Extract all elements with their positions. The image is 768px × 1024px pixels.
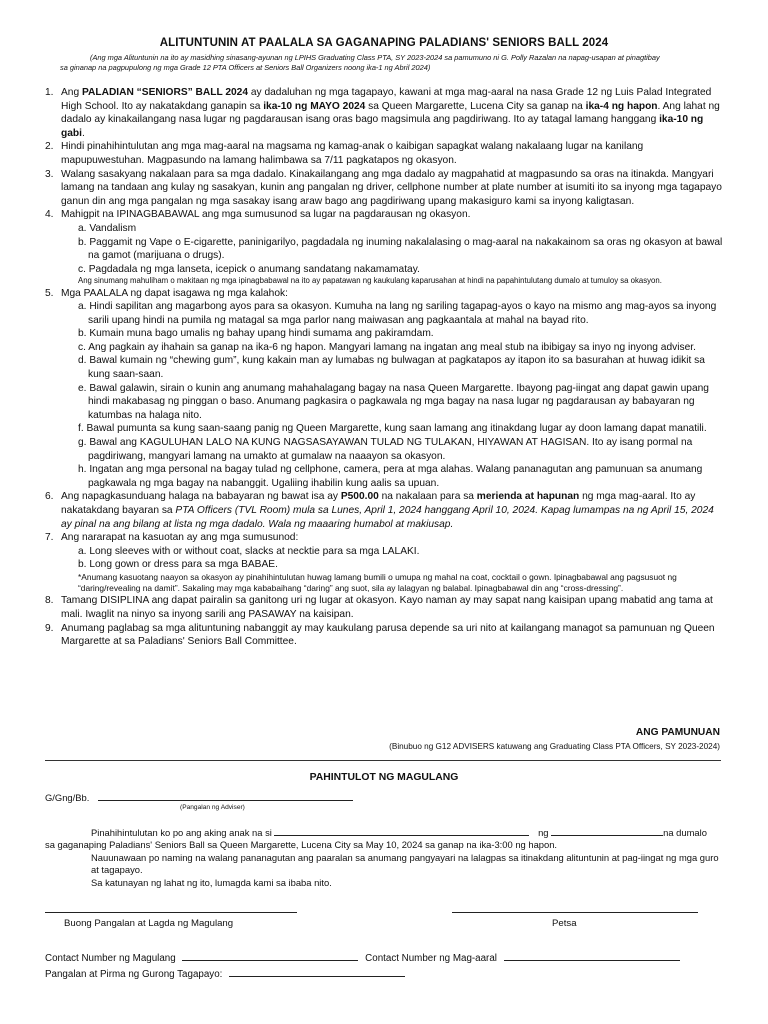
student-contact-label: Contact Number ng Mag-aaral (365, 953, 497, 964)
rule-4-note: Ang sinumang mahuliham o makitaan ng mga ipinagbabawal na ito ay papatawan ng kaukulang kaparusahan at hindi na papahintulutang dumalo at tumuloy sa okasyon. (78, 276, 662, 286)
form-title: PAHINTULOT NG MAGULANG (309, 772, 459, 783)
rule-8 (45, 594, 725, 621)
event-date: ika-10 ng MAYO 2024 (263, 100, 366, 112)
rule-7 (45, 531, 725, 594)
rule-7-b: b. Long gown or dress para sa mga BABAE. (78, 559, 278, 571)
rule-5-c: c. Ang pagkain ay ihahain sa ganap na ika-6 ng hapon. Mangyari lamang na ingatan ang meal stub na ibibigay sa inyo ng inyong adviser. (78, 341, 696, 353)
parent-contact-label: Contact Number ng Magulang (45, 953, 176, 964)
rule-5-e: e. Bawal galawin, sirain o kunin ang anumang mahahalagang bagay na nasa Queen Margarette. Ibayong pag-iingat ang dapat gawin upang hindi makabasag ng pinggan o baso. Anumang pagkasira o pagkawala ng mga bagay na nasa lugar ng pagdarausan ay babayaran ng katumbas na halaga nito. (78, 382, 709, 421)
rule-1 (45, 86, 725, 140)
rule-5-h: h. Ingatan ang mga personal na bagay tulad ng cellphone, camera, pera at mga alahas. Walang pananagutan ang pamunuan sa anumang pagkawala ng mga bagay na nabanggit. Ugaliing ihabilin kung aalis sa upuan. (78, 464, 703, 489)
fee-purpose: merienda at hapunan (476, 491, 580, 503)
rule-4-b: b. Paggamit ng Vape o E-cigarette, paninigarilyo, pagdadala ng inuming nakalalasing o mag-aaral na nakakainom sa oras ng okasyon at bawal na gamot (marijuana o drugs). (78, 236, 723, 262)
rule-number: 4. (45, 209, 54, 221)
rule-number: 5. (45, 287, 54, 299)
rule-4-c: c. Pagdadala ng mga lanseta, icepick o anumang sandatang nakamamatay. (78, 263, 420, 275)
rule-text: . Ang lahat ng dadalo ay kinakailangang nasa lugar ng pagdarausan isang oras bago magsimula ang pagdiriwang. Ito ay tatagal lamang hanggang (61, 100, 720, 126)
student-name-field[interactable] (274, 825, 529, 836)
rule-7-a: a. Long sleeves with or without coat, slacks at necktie para sa mga LALAKI. (78, 545, 420, 557)
rule-6 (45, 490, 725, 531)
permission-line-1 (45, 825, 725, 839)
signatory-description: (Binubuo ng G12 ADVISERS katuwang ang Graduating Class PTA Officers, SY 2023-2024) (389, 742, 720, 751)
rule-text: na nakalaan para sa (378, 491, 477, 503)
permission-text-part: Pinahihintulutan ko po ang aking anak na si (91, 827, 272, 838)
rule-text: . (81, 127, 85, 139)
event-end-time: ika-10 ng gabi (61, 114, 704, 139)
rule-text: Mahigpit na IPINAGBABAWAL ang mga sumusunod sa lugar na pagdarausan ng okasyon. (61, 209, 471, 221)
adviser-signature-field[interactable] (229, 966, 405, 977)
rule-number: 8. (45, 595, 54, 607)
intro-line-1: (Ang mga Alituntunin na ito ay masidhing sinasang-ayunan ng LPIHS Graduating Class PTA, SY 2023-2024 sa pamumuno ni G. Polly Razalan na napag-usapan at pinagtibay (90, 53, 660, 62)
rule-4-a: a. Vandalism (78, 222, 137, 234)
fee-amount: P500.00 (340, 491, 379, 503)
contact-row (45, 950, 680, 964)
rule-text: Tamang DISIPLINA ang dapat pairalin sa ganitong uri ng lugar at okasyon. Kayo naman ay may sapat nang kaisipan upang mabatid ang tama at mali. Iwaglit na ninyo sa inyong sarili ang PASAWAY na kaisipan. (61, 595, 713, 620)
rule-text: Walang sasakyang nakalaan para sa mga dadalo. Kinakailangang ang mga dadalo ay magpahatid at magpasundo sa oras na itinakda. Mangyari lamang na tandaan ang kulay ng sasakyan, kunin ang pangalan ng driver, cellphone number at plate number at isumiti ito sa inyong mga tagapayo ganun din ang mga pangalan ng mga sasakay isang araw bago ang pagdiriwang upang makasiguro kami sa inyong kaligtasan. (61, 168, 722, 207)
date-label: Petsa (552, 918, 577, 929)
rule-text: Mga PAALALA ng dapat isagawa ng mga kalahok: (61, 287, 288, 299)
rule-text: sa Queen Margarette, Lucena City sa ganap na (365, 100, 586, 112)
rule-5-g: g. Bawal ang KAGULUHAN LALO NA KUNG NAGSASAYAWAN TULAD NG TULAKAN, HIYAWAN AT HAGISAN. Ito ay isang pormal na pagdiriwang, mangyari lamang na umakto at gumalaw na naaayon sa okasyon. (78, 437, 693, 462)
rule-number: 9. (45, 622, 54, 634)
adviser-name-field[interactable] (98, 790, 353, 801)
adviser-sign-row (45, 966, 405, 980)
rule-text: Ang napagkasunduang halaga na babayaran ng bawat isa ay (61, 491, 341, 503)
rule-5 (45, 287, 725, 491)
rule-7-note: *Anumang kasuotang naayon sa okasyon ay pinahihintulutan huwag lamang bumili o umupa ng mahal na coat, cocktail o gown. Ipinagbabawal ang pagsusuot ng “daring/revealing na damit”. Sakaling may mga kababaihang “daring” ang suot, sila ay lalagyan ng balabal. Ipinagbabawal din ang “cross-dressing”. (78, 571, 677, 594)
rule-number: 1. (45, 87, 54, 98)
intro-line-2: sa ginanap na pagpupulong ng mga Grade 12 PTA Officers at Seniors Ball Organizers noong ika-1 ng Abril 2024) (60, 63, 431, 72)
document-title: ALITUNTUNIN AT PAALALA SA GAGANAPING PALADIANS' SENIORS BALL 2024 (159, 37, 609, 49)
rule-text: ay dadaluhan ng mga tagapayo, kawani at mga mag-aaral na nasa Grade 12 ng Luis Palad Integrated High School. Ito ay nakatakdang ganapin sa (61, 87, 712, 112)
rule-3 (45, 168, 725, 209)
permission-text-part: ng (538, 827, 549, 838)
student-contact-field[interactable] (504, 950, 680, 961)
date-field[interactable] (452, 912, 698, 913)
permission-paragraph-3: Sa katunayan ng lahat ng ito, lumagda kami sa ibaba nito. (91, 876, 332, 888)
permission-text (45, 825, 725, 889)
rule-9 (45, 622, 725, 649)
adviser-label: G/Gng/Bb. (45, 792, 90, 803)
payment-schedule: PTA Officers (TVL Room) mula sa Lunes, April 1, 2024 hanggang April 10, 2024. Kapag lumampas na ng April 15, 2024 ay pinal na ang bilang at lista ng mga dadalo. Wala ng maaaring humabol at makiusap. (61, 505, 714, 530)
permission-line-2: sa gaganaping Paladians' Seniors Ball sa Queen Margarette, Lucena City sa May 10, 2024 sa ganap na ika-3:00 ng hapon. (45, 839, 558, 851)
rule-4 (45, 208, 725, 286)
parent-signature-label: Buong Pangalan at Lagda ng Magulang (64, 918, 234, 929)
rule-number: 2. (45, 141, 54, 153)
event-start-time: ika-4 ng hapon (585, 100, 658, 112)
section-divider (45, 760, 721, 761)
rule-number: 7. (45, 532, 54, 544)
rule-text: Hindi pinahihintulutan ang mga mag-aaral na magsama ng kamag-anak o kaibigan sapagkat walang nakalaang lugar na kanilang mapupuwestuhan. Magpasundo na lamang halimbawa sa 7/11 pagkatapos ng okasyon. (61, 141, 644, 166)
rule-text: ng mga mag-aaral. Ito ay nakatakdang bayaran sa (61, 491, 696, 517)
permission-paragraph-2: Nauunawaan po naming na walang pananagutan ang paaralan sa anumang pangyayari na lalagpas sa itinakdang alituntunin at pag-iingat ng mga guro at tagapayo. (91, 851, 719, 876)
rule-2 (45, 140, 725, 167)
adviser-caption: (Pangalan ng Adviser) (180, 804, 245, 811)
rule-text: Ang nararapat na kasuotan ay ang mga sumusunod: (61, 532, 299, 544)
permission-text-part: na dumalo (663, 827, 707, 838)
rule-5-b: b. Kumain muna bago umalis ng bahay upang hindi sumama ang pakiramdam. (78, 328, 434, 340)
signatory-heading: ANG PAMUNUAN (635, 727, 720, 738)
rule-text: Ang (61, 87, 82, 98)
rules-list (45, 86, 725, 649)
rule-5-f: f. Bawal pumunta sa kung saan-saang panig ng Queen Margarette, kung saan lamang ang itinakdang lugar ay doon lamang dapat manatili. (78, 423, 707, 435)
parent-signature-field[interactable] (45, 912, 297, 913)
rule-5-d: d. Bawal kumain ng “chewing gum”, kung kakain man ay lumabas ng bulwagan at pagkatapos ay itapon ito sa basurahan at huwag idikit sa kung saan-saan. (78, 355, 705, 381)
parent-contact-field[interactable] (182, 950, 358, 961)
rule-text: Anumang paglabag sa mga alituntuning nabanggit ay may kaukulang parusa depende sa uri nito at kailangang managot sa pamunuan ng Queen Margarette at sa Paladians' Seniors Ball Committee. (61, 622, 715, 648)
adviser-line (45, 790, 725, 804)
intro-note (60, 53, 720, 73)
student-section-field[interactable] (551, 825, 663, 836)
event-name: PALADIAN “SENIORS” BALL 2024 (81, 87, 249, 98)
rule-number: 3. (45, 168, 54, 180)
rule-5-a: a. Hindi sapilitan ang magarbong ayos para sa okasyon. Kumuha na lang ng sariling tagapag-ayos o kayo na mismo ang mag-ayos sa inyong sarili upang hindi na pumila ng matagal sa mga parlor nang maiwasan ang pagkaantala at mahal na bayad rito. (78, 301, 717, 326)
rule-number: 6. (45, 491, 54, 503)
adviser-sign-label: Pangalan at Pirma ng Gurong Tagapayo: (45, 969, 223, 980)
